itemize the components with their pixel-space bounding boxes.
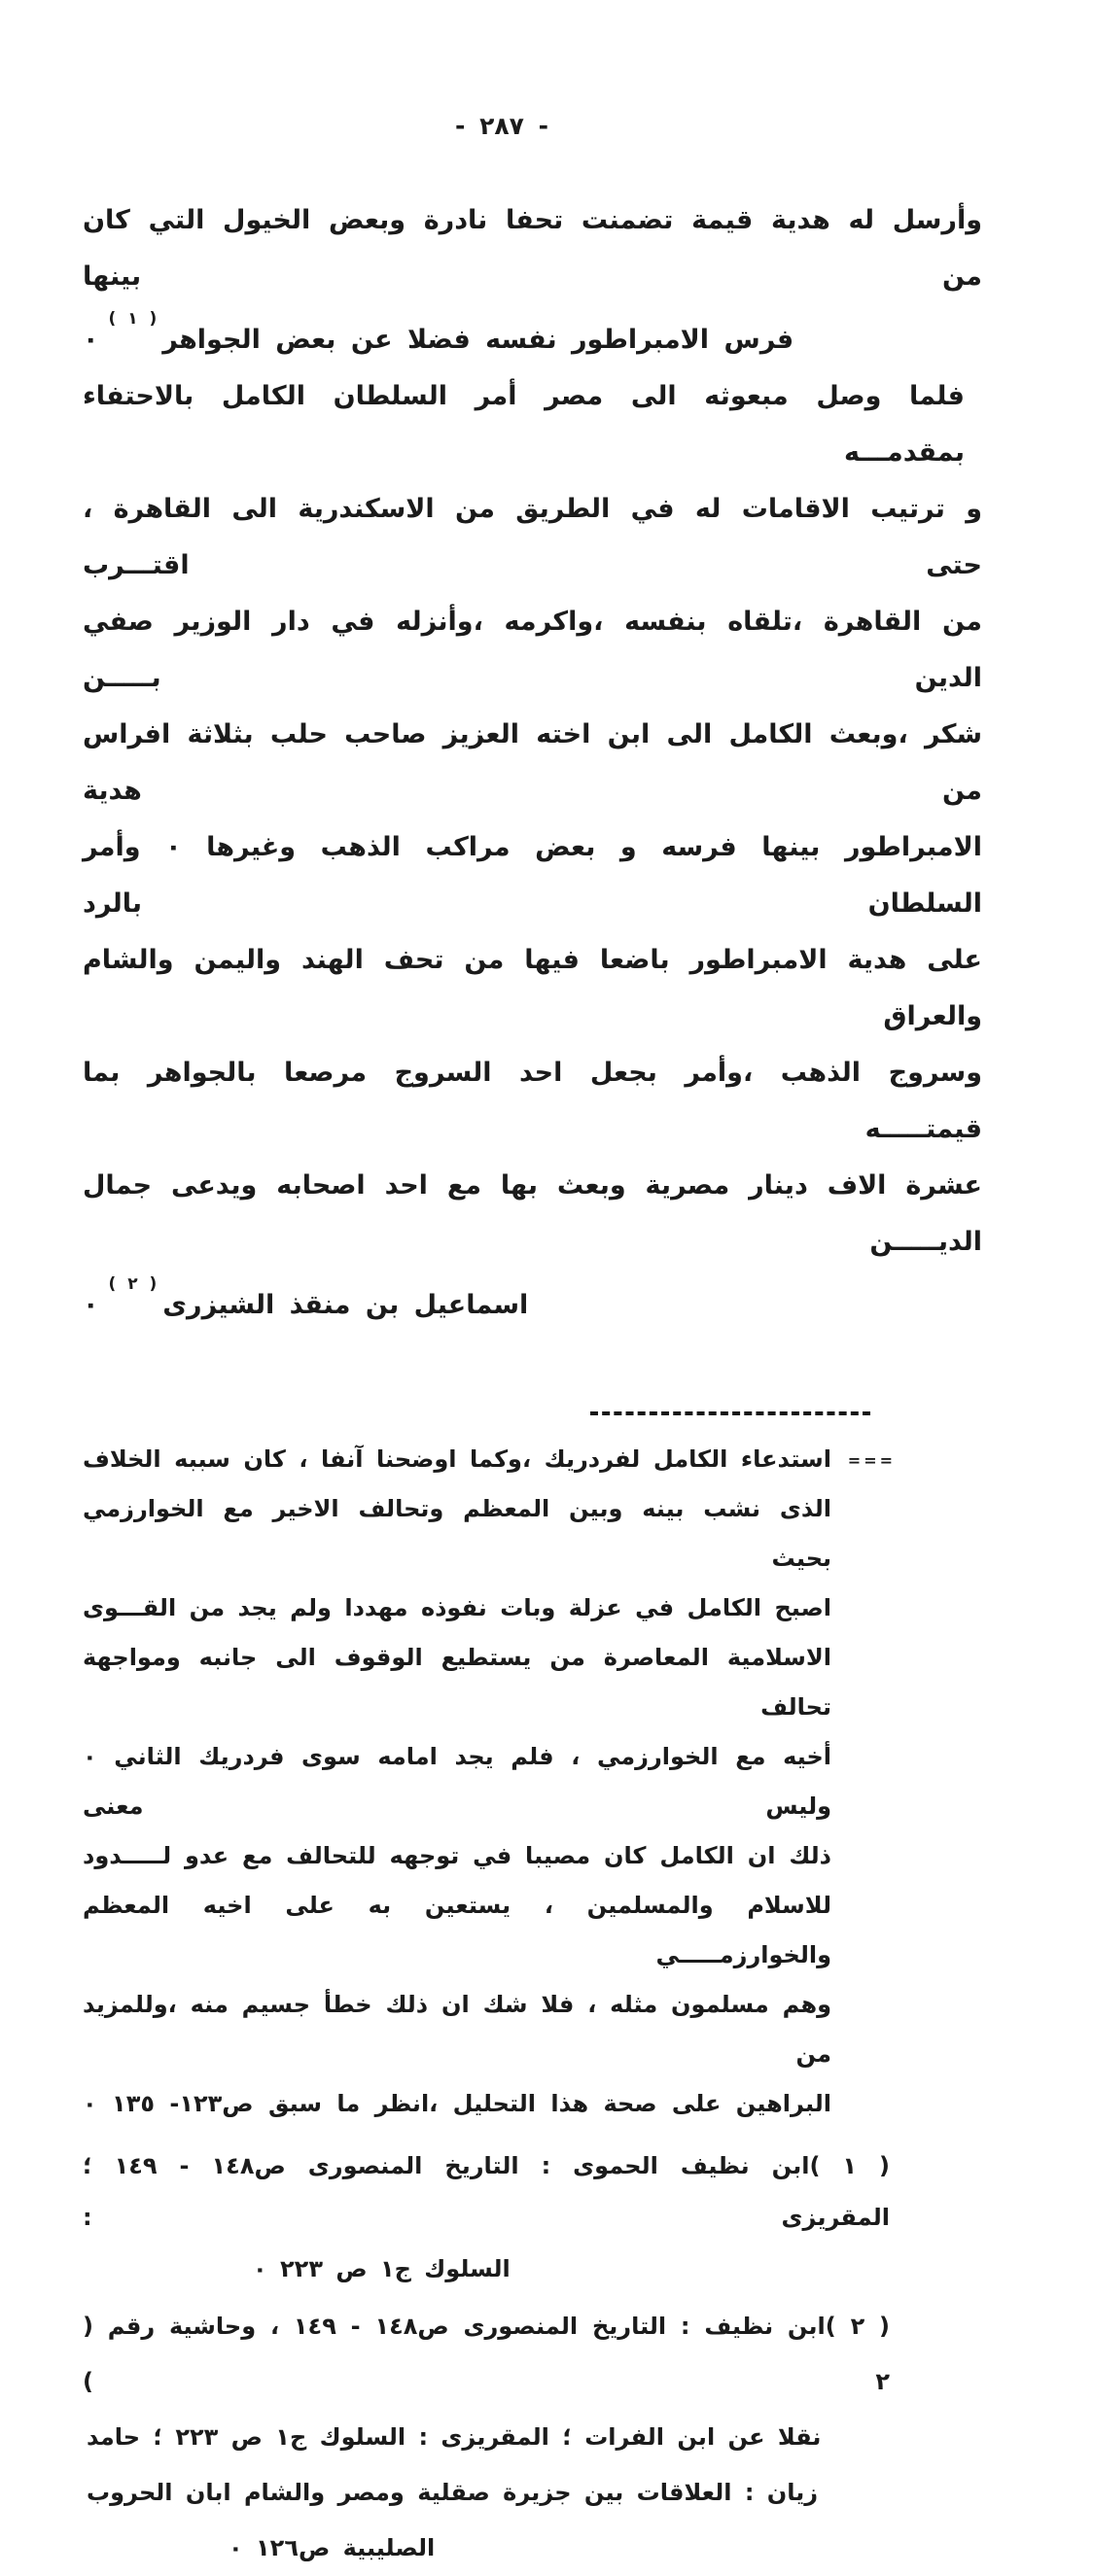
continuation-marker: === xyxy=(847,1451,896,1470)
body-line: فلما وصل مبعوثه الى مصر أمر السلطان الكامل بالاحتفاء بمقدمـــه xyxy=(83,381,965,468)
sentence-end-dot: ٠ xyxy=(83,325,99,355)
body-line: على هدية الامبراطور باضعا فيها من تحف الهند واليمن والشام والعراق xyxy=(83,945,982,1031)
footnote-1 xyxy=(83,2141,890,2295)
footnote-line: ذلك ان الكامل كان مصيبا في توجهه للتحالف مع عدو لـــــدود xyxy=(83,1842,831,1869)
body-paragraph-1 xyxy=(83,192,982,368)
footnote-line xyxy=(83,2141,890,2244)
footnote-line: السلوك ج١ ص ٢٢٣ ٠ xyxy=(253,2255,511,2282)
footnote-line: أخيه مع الخوارزمي ، فلم يجد امامه سوى فردريك الثاني ٠ وليس معنى xyxy=(83,1743,831,1820)
body-line: الامبراطور بينها فرسه و بعض مراكب الذهب وغيرها ٠ وأمر السلطان بالرد xyxy=(83,832,982,919)
footnote-line-text: ابن نظيف : التاريخ المنصورى ص١٤٨ - ١٤٩ ، وحاشية رقم ( ٢ ) xyxy=(83,2313,890,2395)
footnote-line: الذى نشب بينه وبين المعظم وتحالف الاخير مع الخوارزمي بحيث xyxy=(83,1495,831,1572)
body-paragraph-2 xyxy=(83,368,982,1334)
footnote-line-text: ابن نظيف الحموى : التاريخ المنصورى ص١٤٨ - ١٤٩ ؛ المقريزى : xyxy=(83,2152,890,2231)
footnote-ref-1: ( ١ ) xyxy=(108,309,158,329)
body-line: و ترتيب الاقامات له في الطريق من الاسكندرية الى القاهرة ، حتى اقتـــرب xyxy=(83,494,982,580)
footnote-2-marker: ( ٢ ) xyxy=(825,2313,891,2340)
footnote-2 xyxy=(83,2299,890,2576)
body-line: عشرة الاف دينار مصرية وبعث بها مع احد اصحابه ويدعى جمال الديـــــن xyxy=(83,1170,982,1257)
body-line: من القاهرة ،تلقاه بنفسه ،واكرمه ،وأنزله في دار الوزير صفي الدين بـــــن xyxy=(83,607,982,693)
footnote-line: الاسلامية المعاصرة من يستطيع الوقوف الى جانبه ومواجهة تحالف xyxy=(83,1644,831,1721)
footnote-line xyxy=(83,1435,896,1484)
footnote-line: للاسلام والمسلمين ، يستعين به على اخيه المعظم والخوارزمـــــي xyxy=(83,1892,831,1968)
footnote-line-text: استدعاء الكامل لفردريك ،وكما اوضحنا آنفا ، كان سببه الخلاف xyxy=(83,1445,831,1473)
footnote-line: اصبح الكامل في عزلة وبات نفوذه مهددا ولم يجد من القـــوى xyxy=(83,1594,831,1621)
body-line xyxy=(83,305,982,368)
footnote-line xyxy=(83,2299,890,2410)
footnote-continuation-paragraph xyxy=(83,1435,896,2129)
body-line: وأرسل له هدية قيمة تضمنت تحفا نادرة وبعض الخيول التي كان من بينها xyxy=(83,205,982,292)
footnote-line: نقلا عن ابن الفرات ؛ المقريزى : السلوك ج١ ص ٢٢٣ ؛ حامد xyxy=(87,2423,822,2451)
body-line-text: فرس الامبراطور نفسه فضلا عن بعض الجواهر xyxy=(162,325,794,355)
scanned-book-page xyxy=(0,109,1093,2561)
body-line xyxy=(83,1271,982,1334)
footnote-ref-2: ( ٢ ) xyxy=(108,1274,158,1294)
sentence-end-dot: ٠ xyxy=(83,1290,99,1320)
body-line: شكر ،وبعث الكامل الى ابن اخته العزيز صاحب حلب بثلاثة افراس من هدية xyxy=(83,719,982,806)
footnote-line: البراهين على صحة هذا التحليل ،انظر ما سبق ص١٢٣- ١٣٥ ٠ xyxy=(83,2090,831,2117)
body-line: وسروج الذهب ،وأمر بجعل احد السروج مرصعا بالجواهر بما قيمتـــــه xyxy=(83,1058,982,1144)
page-content xyxy=(83,192,982,2576)
page-number: - ٢٨٧ - xyxy=(455,112,548,140)
footnote-line: وهم مسلمون مثله ، فلا شك ان ذلك خطأ جسيم منه ،وللمزيد من xyxy=(83,1991,831,2068)
body-line-text: اسماعيل بن منقذ الشيزرى xyxy=(162,1290,529,1320)
footnote-line: الصليبية ص١٢٦ ٠ xyxy=(229,2534,436,2561)
footnote-separator xyxy=(590,1411,870,1415)
footnote-1-marker: ( ١ ) xyxy=(809,2152,891,2179)
footnote-line: زيان : العلاقات بين جزيرة صقلية ومصر والشام ابان الحروب xyxy=(87,2479,819,2506)
